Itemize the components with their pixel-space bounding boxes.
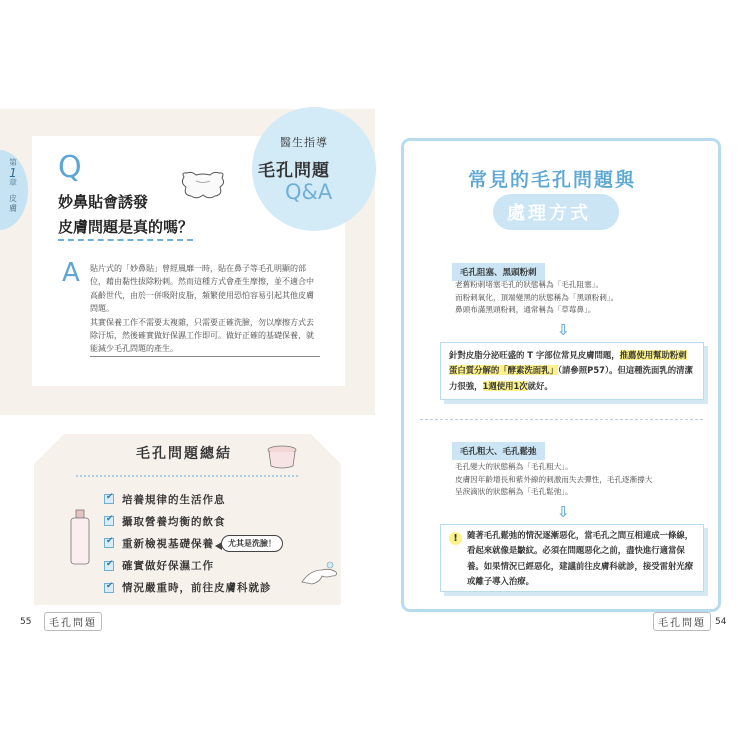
checkbox-checked-icon: ✔ <box>106 558 115 569</box>
checklist-item-label: 重新檢視基礎保養 <box>122 537 214 550</box>
doctor-guidance-label: 醫生指導 <box>280 136 328 149</box>
section-text-enlarged-pores <box>455 461 652 499</box>
running-header-logo-right: 毛孔問題 <box>653 612 711 631</box>
header-title: 毛孔問題 <box>258 161 330 181</box>
section-text-clogged-pores <box>455 279 618 317</box>
checkbox-checked-icon: ✔ <box>106 580 115 591</box>
cream-jar-illustration <box>265 444 299 470</box>
checklist-item <box>104 510 272 532</box>
nose-strip-illustration <box>178 171 228 201</box>
question-marker: Q <box>58 150 82 185</box>
checklist-item <box>104 555 272 577</box>
section-line: 呈淚滴狀的狀態稱為「毛孔鬆弛」。 <box>455 487 573 497</box>
hand-illustration <box>300 556 340 588</box>
chapter-tab <box>6 158 20 214</box>
chapter-name: 皮膚 <box>9 194 17 213</box>
checkbox-checked-icon: ✔ <box>106 536 115 547</box>
section-line: 鼻頭布滿黑頭粉刺，通常稱為「草莓鼻」。 <box>455 305 596 315</box>
advice-text: （請參照P57）。但這種洗面乳的清潔力很強， <box>449 365 693 391</box>
chapter-suffix: 章 <box>9 178 17 187</box>
qa-badge: Q&A <box>285 180 333 204</box>
down-arrow-icon: ⇩ <box>557 503 570 521</box>
answer-paragraph: 其實保養工作不需要太複雜，只需要正確洗臉，勿以摩擦方式去除汙垢，然後確實做好保濕工作即可。做好正確的基礎保養，就能減少毛孔問題的產生。 <box>90 316 320 357</box>
checklist-item-label: 確實做好保濕工作 <box>122 560 214 573</box>
page-number-right: 54 <box>715 617 727 627</box>
section-line: 而粉刺氧化，頂端變黑的狀態稱為「黑頭粉刺」。 <box>455 292 619 302</box>
warning-icon: ! <box>449 532 462 545</box>
checklist-item-label: 情況嚴重時，前往皮膚科就診 <box>122 582 272 595</box>
section-line: 毛孔變大的狀態稱為「毛孔粗大」。 <box>455 462 573 471</box>
advice-highlight: 推薦使用幫助粉刺蛋白質分解的「酵素洗面乳」 <box>449 350 687 376</box>
question-line-2: 皮膚問題是真的嗎？ <box>58 216 193 241</box>
section-label-clogged-pores: 毛孔阻塞、黑頭粉刺 <box>452 263 545 281</box>
checklist-item-label: 培養規律的生活作息 <box>122 493 226 506</box>
summary-corner-cut <box>311 434 341 464</box>
advice-text: 隨著毛孔鬆弛的情況逐漸惡化，當毛孔之間互相連成一條線，看起來就像是皺紋。必須在問題惡化之前，盡快進行適當保養。如果情況已經惡化，建議前往皮膚科就診，接受雷射光療或離子導入治療。 <box>467 530 694 586</box>
advice-text: 針對皮脂分泌旺盛的 T 字部位常見皮膚問題， <box>449 350 620 360</box>
right-title-line-1: 常見的毛孔問題與 <box>468 169 637 191</box>
checklist-item <box>104 488 272 510</box>
chapter-number: 1 <box>9 166 17 180</box>
section-divider <box>420 419 703 420</box>
summary-title: 毛孔問題總結 <box>136 446 232 462</box>
advice-box-clogged-pores <box>440 342 704 400</box>
down-arrow-icon: ⇩ <box>557 321 570 339</box>
section-line: 皮膚因年齡增長和紫外線的刺激而失去彈性，毛孔逐漸撐大 <box>455 474 653 484</box>
chapter-prefix: 第 <box>9 158 17 167</box>
section-line: 老舊粉刺堵塞毛孔的狀態稱為「毛孔阻塞」。 <box>455 280 604 289</box>
summary-corner-cut <box>34 434 64 464</box>
right-title-line-2: 處理方式 <box>507 203 591 224</box>
summary-divider <box>76 475 298 477</box>
washing-callout: 尤其是洗臉！ <box>221 535 283 552</box>
advice-highlight: 1週使用1次 <box>482 380 528 391</box>
advice-box-enlarged-pores <box>440 524 704 592</box>
section-label-enlarged-pores: 毛孔粗大、毛孔鬆弛 <box>452 442 545 460</box>
answer-body <box>90 262 320 357</box>
answer-paragraph: 貼片式的「妙鼻貼」曾經風靡一時，貼在鼻子等毛孔明顯的部位，藉由黏性拔除粉刺。然而這種方式會產生摩擦，並不適合中高齡世代，由於一併吸附皮脂，頻繁使用恐怕容易引起其他皮膚問題。 <box>90 264 314 314</box>
checkbox-checked-icon: ✔ <box>106 492 115 503</box>
checklist-item-label: 攝取營養均衡的飲食 <box>122 515 226 528</box>
checklist-item <box>104 577 272 599</box>
question-line-1: 妙鼻貼會誘發 <box>58 193 149 211</box>
lotion-bottle-illustration <box>68 508 92 566</box>
answer-marker: A <box>62 258 80 288</box>
advice-text: 就好。 <box>527 380 553 391</box>
checkbox-checked-icon: ✔ <box>106 514 115 525</box>
running-header-logo-left: 毛孔問題 <box>44 612 102 631</box>
page-number-left: 55 <box>20 617 32 627</box>
